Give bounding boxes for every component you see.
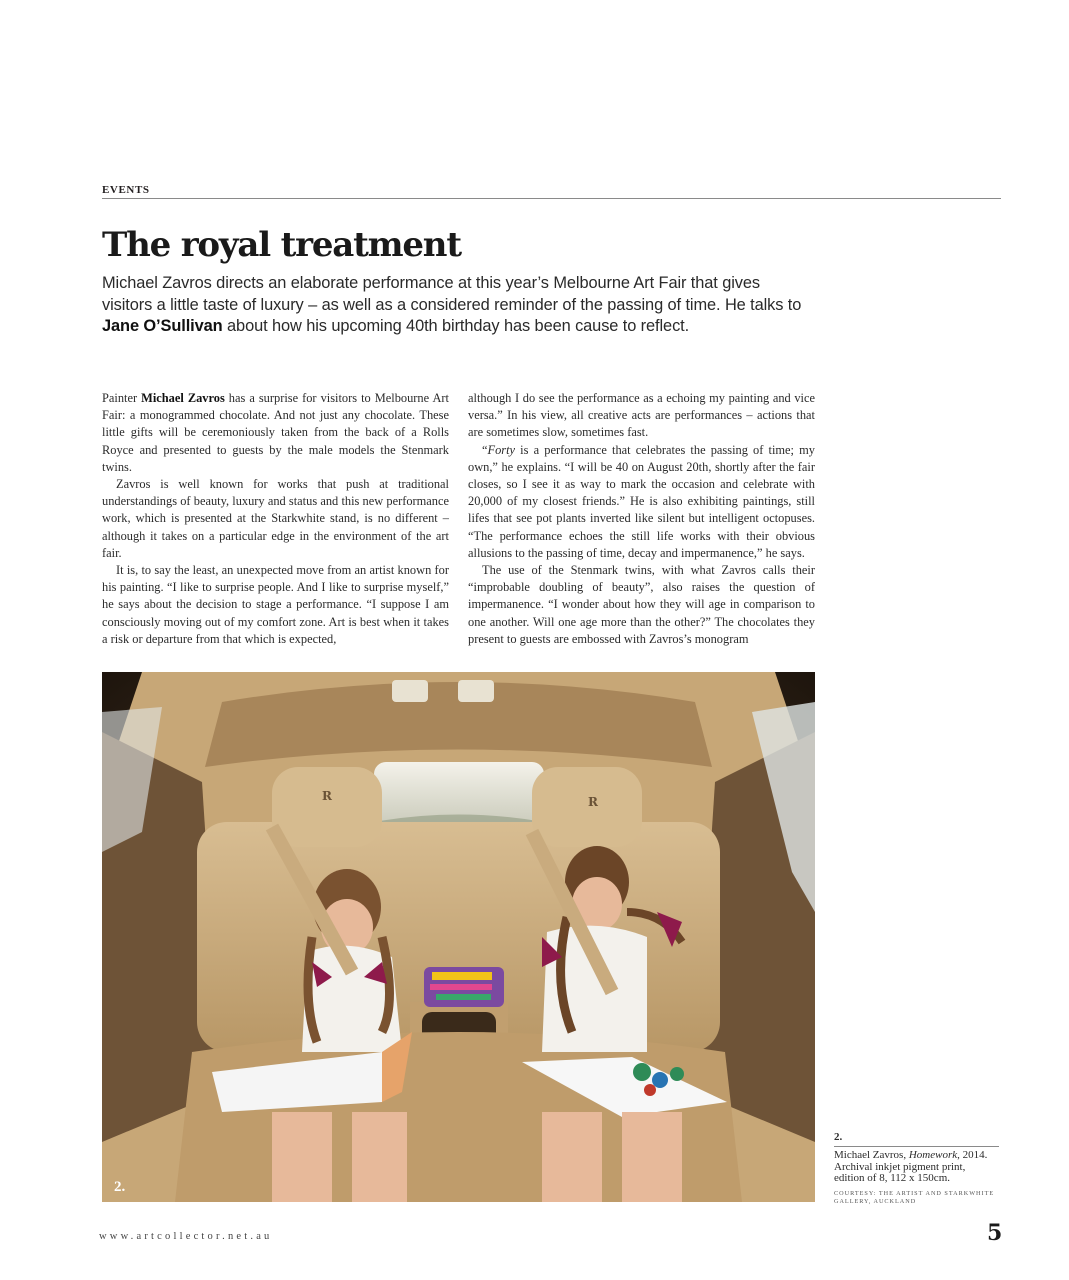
body-column-right <box>468 390 815 648</box>
credit-line: GALLERY, AUCKLAND <box>834 1197 917 1205</box>
plate-number-overlay: 2. <box>114 1179 126 1195</box>
paragraph: The use of the Stenmark twins, with what Zavros calls their “improbable doubling of beauty”, also raises the question of impermanence. “I wonder about how they will age in comparison to one another. Will one age more than the other?” The chocolates they present to guests are embossed with Zavros’s monogram <box>468 563 815 646</box>
headline: The royal treatment <box>102 225 461 265</box>
quote-open: “ <box>482 442 488 457</box>
paragraph-text: is a performance that celebrates the passing of time; my own,” he explains. “I will be 40 on August 20th, shortly after the fair closes, so I see it as way to mark the occasion and celebrate with 20,000 of my closest friends.” He is also exhibiting paintings, still lifes that see pot plants inverted like silent but intelligent octopuses. “The performance echoes the still life works with their obvious allusions to the passing of time, decay and impermanence,” he says. <box>468 442 815 560</box>
paragraph: Zavros is well known for works that push at traditional understandings of beauty, luxury and status and this new performance work, which is presented at the Starkwhite stand, is no different – although it takes on a particular edge in the environment of the art fair. <box>102 477 449 560</box>
caption-line <box>834 1150 999 1162</box>
caption-line: edition of 8, 112 x 150cm. <box>834 1172 950 1185</box>
author-name: Jane O’Sullivan <box>102 317 223 335</box>
artwork-photo <box>102 672 815 1202</box>
paragraph-lead: Painter <box>102 391 142 405</box>
figure-caption <box>834 1131 999 1206</box>
work-title: Forty <box>487 442 516 457</box>
body-column-left <box>102 390 449 648</box>
caption-text <box>834 1150 999 1185</box>
caption-number: 2. <box>834 1131 843 1143</box>
standfirst <box>102 273 802 338</box>
section-rule <box>102 198 1001 199</box>
paragraph: It is, to say the least, an unexpected move from an artist known for his painting. “I like to surprise people. And I like to surprise myself,” he says about the decision to stage a performance. “I suppose I am consciously moving out of my comfort zone. Art is best when it takes a risk or departure from that which is expected, <box>102 563 449 646</box>
footer-url: www.artcollector.net.au <box>99 1231 273 1242</box>
page-number: 5 <box>987 1220 1003 1246</box>
paragraph <box>468 442 815 562</box>
paragraph-text: has a surprise for visitors to Melbourne Art Fair: a monogrammed chocolate. And not just any chocolate. These little gifts will be ceremoniously taken from the back of a Rolls Royce and presented to guests by the male models the Stenmark twins. <box>102 391 449 474</box>
paragraph <box>102 390 449 476</box>
credit-line: COURTESY: THE ARTIST AND STARKWHITE <box>834 1189 995 1197</box>
caption-credit <box>834 1190 999 1206</box>
artist-name: Michael Zavros <box>141 391 225 405</box>
standfirst-text: Michael Zavros directs an elaborate performance at this year’s Melbourne Art Fair that gives visitors a little taste of luxury – as well as a considered reminder of the passing of time. He talks to <box>102 274 802 314</box>
artwork-illustration <box>102 672 815 1202</box>
caption-artist: Michael Zavros, <box>834 1149 909 1161</box>
svg-text:R: R <box>322 789 332 803</box>
paragraph: although I do see the performance as a echoing my painting and vice versa.” In his view, all creative acts are performances – actions that are sometimes slow, sometimes fast. <box>468 391 815 440</box>
svg-text:R: R <box>588 795 598 809</box>
standfirst-text-end: about how his upcoming 40th birthday has been cause to reflect. <box>222 317 690 335</box>
section-label: EVENTS <box>102 184 150 196</box>
caption-rule <box>834 1146 999 1147</box>
caption-work-title: Homework <box>908 1149 958 1161</box>
caption-year: , 2014. <box>957 1149 988 1161</box>
caption-line: Archival inkjet pigment print, <box>834 1160 966 1173</box>
